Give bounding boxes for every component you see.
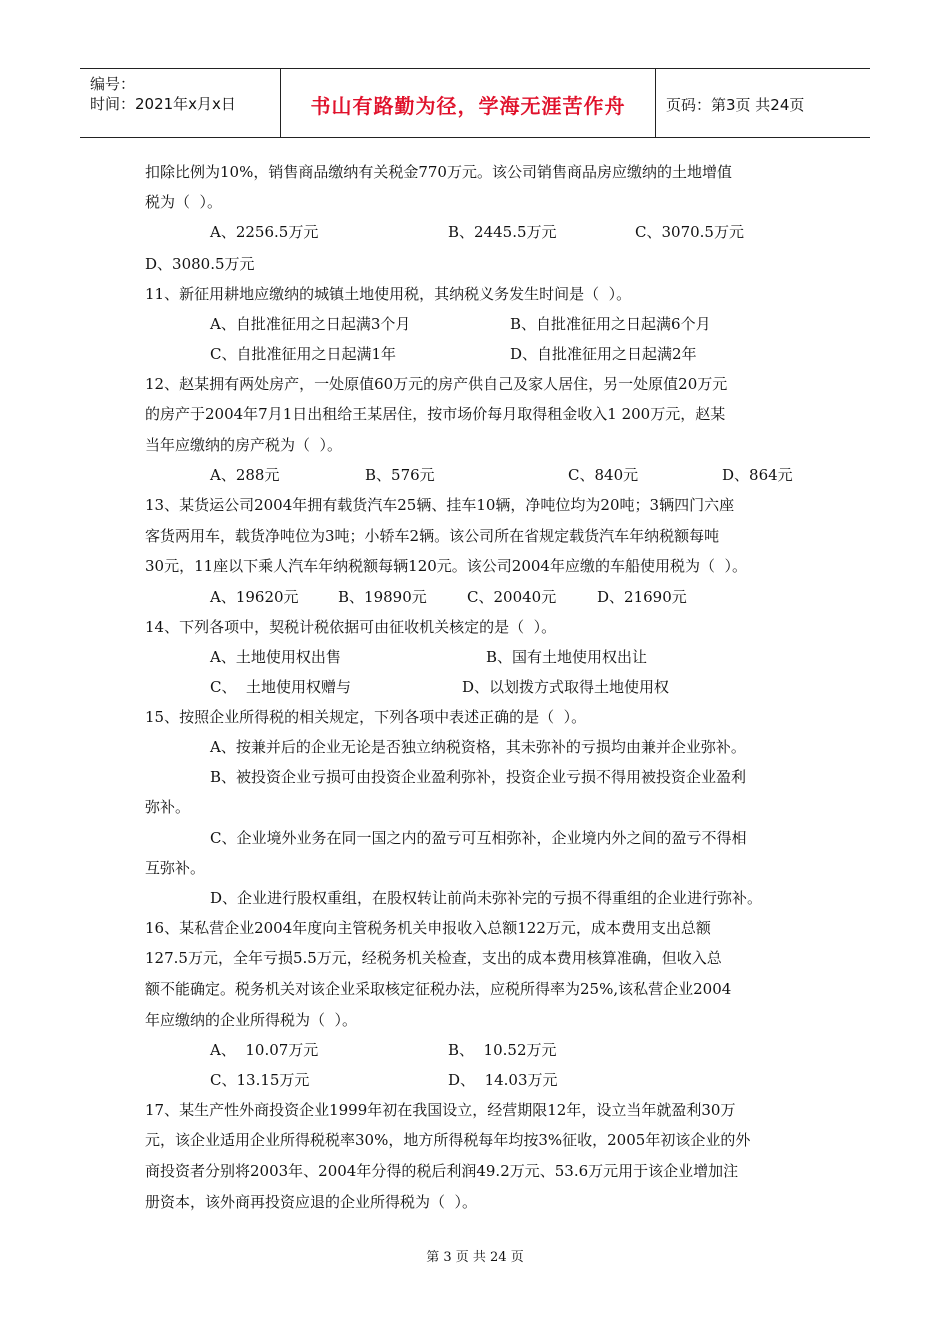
option-a: A、2256.5万元 [210,223,319,241]
option-c: C、20040元 [467,588,557,606]
page-footer: 第 3 页 共 24 页 [426,1250,524,1265]
motto: 书山有路勤为径，学海无涯苦作舟 [310,94,626,118]
question-14: 14、下列各项中，契税计税依据可由征收机关核定的是（ ）。 [145,618,557,636]
option-c: C、3070.5万元 [635,223,744,241]
text-line: 年应缴纳的企业所得税为（ ）。 [145,1011,358,1029]
text-line: 扣除比例为10%，销售商品缴纳有关税金770万元。该公司销售商品房应缴纳的土地增值 [145,163,732,181]
option-d: D、 14.03万元 [448,1071,558,1089]
text-line: 客货两用车，载货净吨位为3吨；小轿车2辆。该公司所在省规定载货汽车年纳税额每吨 [145,527,720,545]
text-line: 30元，11座以下乘人汽车年纳税额每辆120元。该公司2004年应缴的车船使用税为（ ）。 [145,557,748,575]
question-11: 11、新征用耕地应缴纳的城镇土地使用税，其纳税义务发生时间是（ ）。 [145,285,632,303]
option-a: A、按兼并后的企业无论是否独立纳税资格，其未弥补的亏损均由兼并企业弥补。 [210,738,746,756]
question-16: 16、某私营企业2004年度向主管税务机关申报收入总额122万元，成本费用支出总额 [145,919,711,937]
header-info-cell [80,69,281,137]
question-13: 13、某货运公司2004年拥有载货汽车25辆、挂车10辆，净吨位均为20吨；3辆四门六座 [145,496,735,514]
text-line: 互弥补。 [145,859,206,877]
option-d: D、自批准征用之日起满2年 [510,345,697,363]
option-d: D、3080.5万元 [145,255,255,273]
option-c: C、企业境外业务在同一国之内的盈亏可互相弥补，企业境内外之间的盈亏不得相 [210,829,747,847]
option-c: C、13.15万元 [210,1071,310,1089]
option-d: D、864元 [722,466,793,484]
text-line: 的房产于2004年7月1日出租给王某居住，按市场价每月取得租金收入1 200万元，赵某 [145,405,726,423]
option-d: D、企业进行股权重组，在股权转让前尚未弥补完的亏损不得重组的企业进行弥补。 [210,889,763,907]
option-a: A、自批准征用之日起满3个月 [210,315,411,333]
option-a: A、288元 [210,466,280,484]
question-17: 17、某生产性外商投资企业1999年初在我国设立，经营期限12年，设立当年就盈利30万 [145,1101,736,1119]
option-b: B、被投资企业亏损可由投资企业盈利弥补，投资企业亏损不得用被投资企业盈利 [210,768,747,786]
option-d: D、以划拨方式取得土地使用权 [462,678,670,696]
option-a: A、土地使用权出售 [210,648,341,666]
text-line: 册资本，该外商再投资应退的企业所得税为（ ）。 [145,1193,478,1211]
option-d: D、21690元 [597,588,687,606]
option-b: B、576元 [365,466,435,484]
option-c: C、 土地使用权赠与 [210,678,352,696]
page-header [80,68,870,138]
option-b: B、自批准征用之日起满6个月 [510,315,711,333]
question-15: 15、按照企业所得税的相关规定，下列各项中表述正确的是（ ）。 [145,708,587,726]
option-a: A、 10.07万元 [210,1041,319,1059]
page-number-label: 页码：第3页 共24页 [666,96,805,114]
text-line: 税为（ ）。 [145,193,223,211]
document-number-label: 编号： [90,75,136,93]
date-label: 时间：2021年x月x日 [90,95,236,113]
header-page-cell [656,69,870,137]
option-a: A、19620元 [210,588,299,606]
option-b: B、19890元 [338,588,427,606]
text-line: 商投资者分别将2003年、2004年分得的税后利润49.2万元、53.6万元用于该企业增加注 [145,1162,739,1180]
option-b: B、2445.5万元 [448,223,557,241]
header-motto-cell [281,69,656,137]
option-b: B、 10.52万元 [448,1041,557,1059]
option-c: C、840元 [568,466,639,484]
text-line: 额不能确定。税务机关对该企业采取核定征税办法，应税所得率为25%,该私营企业2004 [145,980,732,998]
text-line: 弥补。 [145,798,191,816]
text-line: 元，该企业适用企业所得税税率30%，地方所得税每年均按3%征收，2005年初该企业的外 [145,1131,751,1149]
option-c: C、自批准征用之日起满1年 [210,345,397,363]
text-line: 127.5万元，全年亏损5.5万元，经税务机关检查，支出的成本费用核算准确，但收入总 [145,949,722,967]
question-12: 12、赵某拥有两处房产，一处原值60万元的房产供自己及家人居住，另一处原值20万元 [145,375,728,393]
text-line: 当年应缴纳的房产税为（ ）。 [145,436,343,454]
option-b: B、国有土地使用权出让 [486,648,648,666]
